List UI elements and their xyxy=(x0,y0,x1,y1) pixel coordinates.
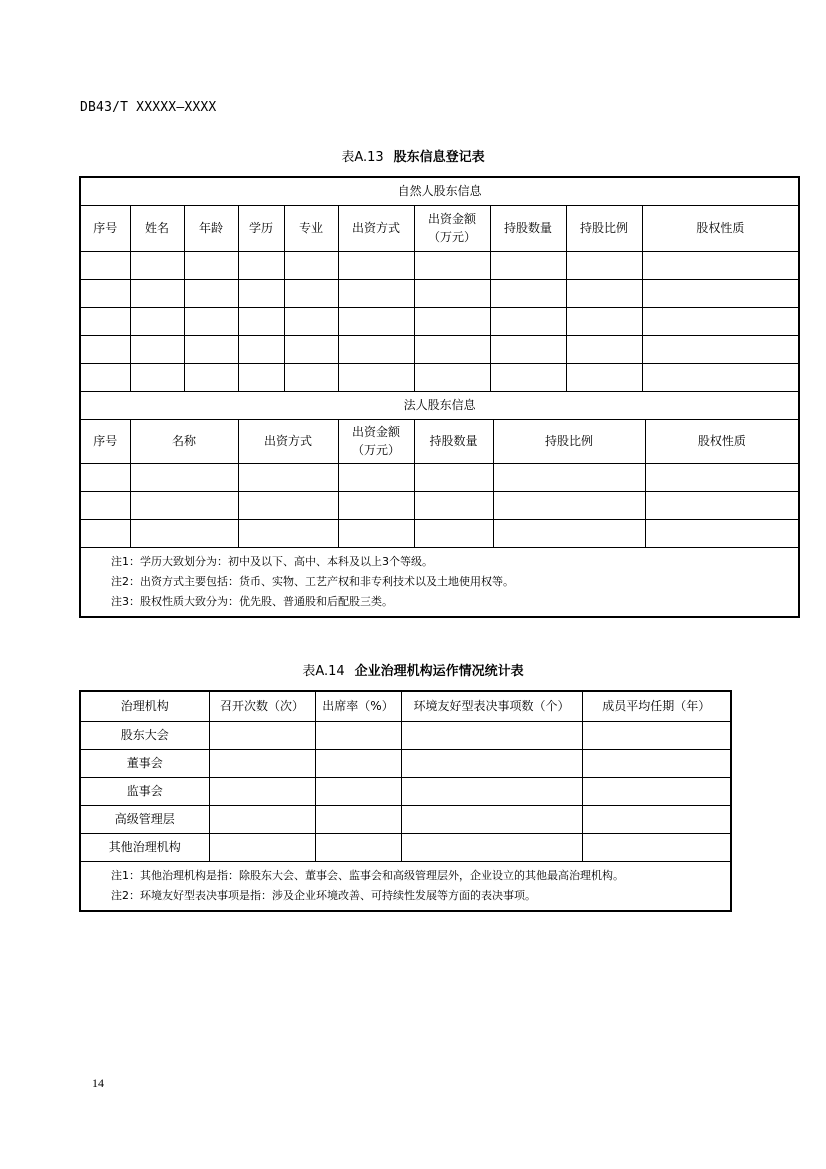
table-row xyxy=(80,463,799,491)
col-header: 序号 xyxy=(80,419,130,463)
row-label: 高级管理层 xyxy=(80,805,209,833)
amount-unit: （万元） xyxy=(351,443,400,457)
col-header: 年龄 xyxy=(184,205,238,251)
col-header: 出资方式 xyxy=(238,419,338,463)
table-notes xyxy=(80,861,731,911)
table-row xyxy=(80,251,799,279)
table-row xyxy=(80,519,799,547)
caption-title: 股东信息登记表 xyxy=(393,150,485,165)
row-label: 其他治理机构 xyxy=(80,833,209,861)
shareholder-registration-table xyxy=(79,176,800,618)
col-header: 持股比例 xyxy=(493,419,645,463)
amount-label: 出资金额 xyxy=(351,425,400,439)
col-header: 治理机构 xyxy=(80,691,209,721)
row-label: 董事会 xyxy=(80,749,209,777)
amount-unit: （万元） xyxy=(427,230,476,244)
col-header: 成员平均任期（年） xyxy=(582,691,731,721)
col-header: 持股比例 xyxy=(566,205,642,251)
note-3: 注3：股权性质大致分为：优先股、普通股和后配股三类。 xyxy=(111,594,393,608)
document-code: DB43/T XXXXX—XXXX xyxy=(80,100,217,115)
legal-shareholder-section-title: 法人股东信息 xyxy=(80,391,799,419)
col-header-amount xyxy=(414,205,490,251)
page-number: 14 xyxy=(92,1076,104,1090)
col-header: 名称 xyxy=(130,419,238,463)
governance-operation-table xyxy=(79,690,732,912)
col-header: 股权性质 xyxy=(645,419,799,463)
col-header-amount xyxy=(338,419,414,463)
table-row xyxy=(80,777,731,805)
table-row xyxy=(80,307,799,335)
col-header: 股权性质 xyxy=(642,205,799,251)
natural-header-row xyxy=(80,205,799,251)
caption-title: 企业治理机构运作情况统计表 xyxy=(354,664,524,679)
table-row xyxy=(80,363,799,391)
table-a13-caption xyxy=(0,146,826,165)
header-row xyxy=(80,691,731,721)
col-header: 出席率（%） xyxy=(315,691,401,721)
table-row xyxy=(80,491,799,519)
table-a14-caption xyxy=(0,660,826,679)
table-row xyxy=(80,721,731,749)
caption-number: 表A.14 xyxy=(302,664,345,679)
col-header: 持股数量 xyxy=(490,205,566,251)
note-2: 注2：环境友好型表决事项是指：涉及企业环境改善、可持续性发展等方面的表决事项。 xyxy=(111,888,536,902)
col-header: 学历 xyxy=(238,205,284,251)
note-2: 注2：出资方式主要包括：货币、实物、工艺产权和非专利技术以及土地使用权等。 xyxy=(111,574,514,588)
amount-label: 出资金额 xyxy=(427,212,476,226)
col-header: 环境友好型表决事项数（个） xyxy=(401,691,582,721)
row-label: 监事会 xyxy=(80,777,209,805)
table-row xyxy=(80,279,799,307)
note-1: 注1：其他治理机构是指：除股东大会、董事会、监事会和高级管理层外，企业设立的其他最高治理机构。 xyxy=(111,868,624,882)
legal-header-row xyxy=(80,419,799,463)
col-header: 持股数量 xyxy=(414,419,493,463)
col-header: 序号 xyxy=(80,205,130,251)
natural-shareholder-section-title: 自然人股东信息 xyxy=(80,177,799,205)
table-row xyxy=(80,805,731,833)
table-row xyxy=(80,749,731,777)
table-row xyxy=(80,335,799,363)
col-header: 出资方式 xyxy=(338,205,414,251)
col-header: 专业 xyxy=(284,205,338,251)
table-notes xyxy=(80,547,799,617)
note-1: 注1：学历大致划分为：初中及以下、高中、本科及以上3个等级。 xyxy=(111,554,433,568)
table-row xyxy=(80,833,731,861)
col-header: 召开次数（次） xyxy=(209,691,315,721)
caption-number: 表A.13 xyxy=(341,150,384,165)
col-header: 姓名 xyxy=(130,205,184,251)
row-label: 股东大会 xyxy=(80,721,209,749)
